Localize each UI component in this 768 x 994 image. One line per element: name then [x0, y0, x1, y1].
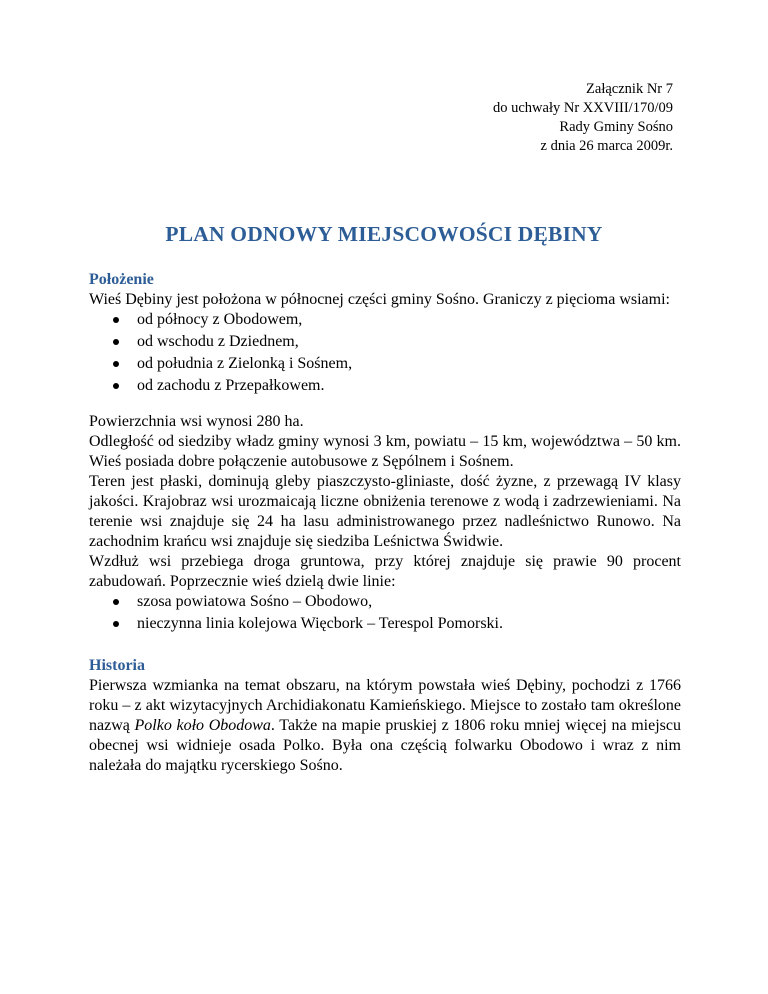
- annex-date: z dnia 26 marca 2009r.: [540, 138, 673, 154]
- list-item: od północy z Obodowem,: [137, 310, 681, 330]
- list-item: szosa powiatowa Sośno – Obodowo,: [137, 592, 681, 612]
- bullet-icon: [113, 339, 119, 345]
- area-text: Powierzchnia wsi wynosi 280 ha.: [89, 413, 304, 430]
- annex-number: Załącznik Nr 7: [586, 81, 673, 97]
- section-heading-history: Historia: [89, 657, 145, 674]
- bullet-icon: [113, 317, 119, 323]
- list-item: od zachodu z Przepałkowem.: [137, 376, 681, 396]
- section-heading-location: Położenie: [89, 271, 154, 288]
- bullet-icon: [113, 383, 119, 389]
- road-text: Wzdłuż wsi przebiega droga gruntowa, przy której znajduje się prawie 90 procent zabudowań. Poprzecznie wieś dzielą dwie linie:: [89, 553, 681, 590]
- annex-header: [493, 80, 673, 156]
- lines-list: [89, 592, 681, 634]
- page-title: PLAN ODNOWY MIEJSCOWOŚCI DĘBINY: [165, 222, 603, 246]
- neighbors-list: [89, 310, 681, 396]
- bullet-icon: [113, 599, 119, 605]
- historical-name: Polko koło Obodowa: [134, 717, 271, 734]
- history-text: Pierwsza wzmianka na temat obszaru, na którym powstała wieś Dębiny, pochodzi z 1766 roku – z akt wizytacyjnych Archidiakonatu Kamieńskiego. Miejsce to zostało tam określone nazwą Polko koło Obodowa. Także na mapie pruskiej z 1806 roku mniej więcej na miejscu obecnej wsi widnieje osada Polko. Była ona częścią folwarku Obodowo i wraz z nim należała do majątku rycerskiego Sośno.: [89, 677, 682, 774]
- location-intro: Wieś Dębiny jest położona w północnej części gminy Sośno. Graniczy z pięcioma wsiami:: [89, 291, 670, 308]
- list-item: od wschodu z Dziednem,: [137, 332, 681, 352]
- list-item: od południa z Zielonką i Sośnem,: [137, 354, 681, 374]
- bullet-icon: [113, 621, 119, 627]
- annex-council: Rady Gminy Sośno: [559, 119, 673, 135]
- distance-text: Odległość od siedziby władz gminy wynosi 3 km, powiatu – 15 km, województwa – 50 km. Wieś posiada dobre połączenie autobusowe z Sępólnem i Sośnem.: [89, 433, 681, 470]
- terrain-text: Teren jest płaski, dominują gleby piaszczysto-gliniaste, dość żyzne, z przewagą IV klasy jakości. Krajobraz wsi urozmaicają liczne obniżenia terenowe z wodą i zadrzewieniami. Na terenie wsi znajduje się 24 ha lasu administrowanego przez nadleśnictwo Runowo. Na zachodnim krańcu wsi znajduje się siedziba Leśnictwa Świdwie.: [89, 473, 681, 550]
- annex-resolution: do uchwały Nr XXVIII/170/09: [492, 100, 673, 116]
- document-body: [89, 270, 681, 776]
- bullet-icon: [113, 361, 119, 367]
- list-item: nieczynna linia kolejowa Więcbork – Terespol Pomorski.: [137, 614, 681, 634]
